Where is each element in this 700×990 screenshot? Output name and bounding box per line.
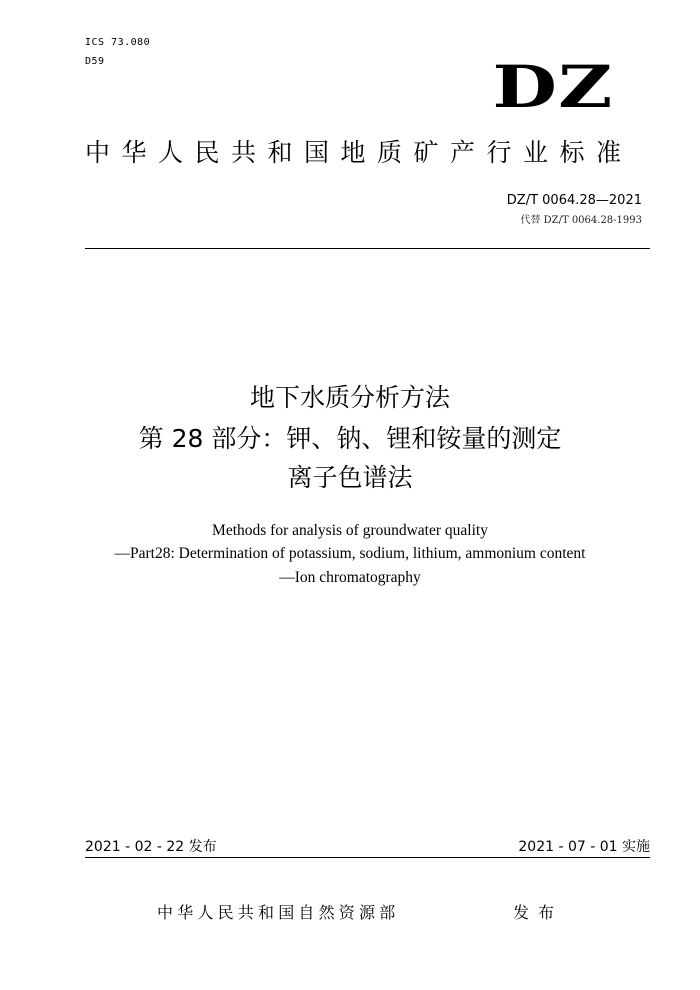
title-cn-line3: 离子色谱法	[287, 463, 413, 492]
title-en-line3: —Ion chromatography	[279, 569, 421, 586]
title-en-line1: Methods for analysis of groundwater quality	[212, 522, 488, 539]
replaces-standard: 代替 DZ/T 0064.28-1993	[520, 215, 642, 226]
industry-standard-name: 中华人民共和国地质矿产行业标准	[85, 138, 633, 167]
footer-divider	[85, 857, 650, 858]
title-cn-line1: 地下水质分析方法	[249, 383, 450, 412]
dz-logo: DZ	[492, 53, 614, 121]
issuing-authority: 中华人民共和国自然资源部	[157, 903, 400, 922]
publish-date: 2021 - 02 - 22 发布	[85, 839, 217, 855]
title-cn-line2: 第 28 部分：钾、钠、锂和铵量的测定	[138, 424, 562, 453]
ccs-code: D59	[85, 56, 105, 67]
implement-date: 2021 - 07 - 01 实施	[518, 839, 650, 855]
issue-label: 发布	[513, 903, 564, 922]
ics-code: ICS 73.080	[85, 37, 151, 48]
standard-number: DZ/T 0064.28—2021	[506, 193, 642, 208]
title-en-line2: —Part28: Determination of potassium, sodium, lithium, ammonium content	[114, 545, 586, 562]
header-divider	[85, 248, 650, 249]
